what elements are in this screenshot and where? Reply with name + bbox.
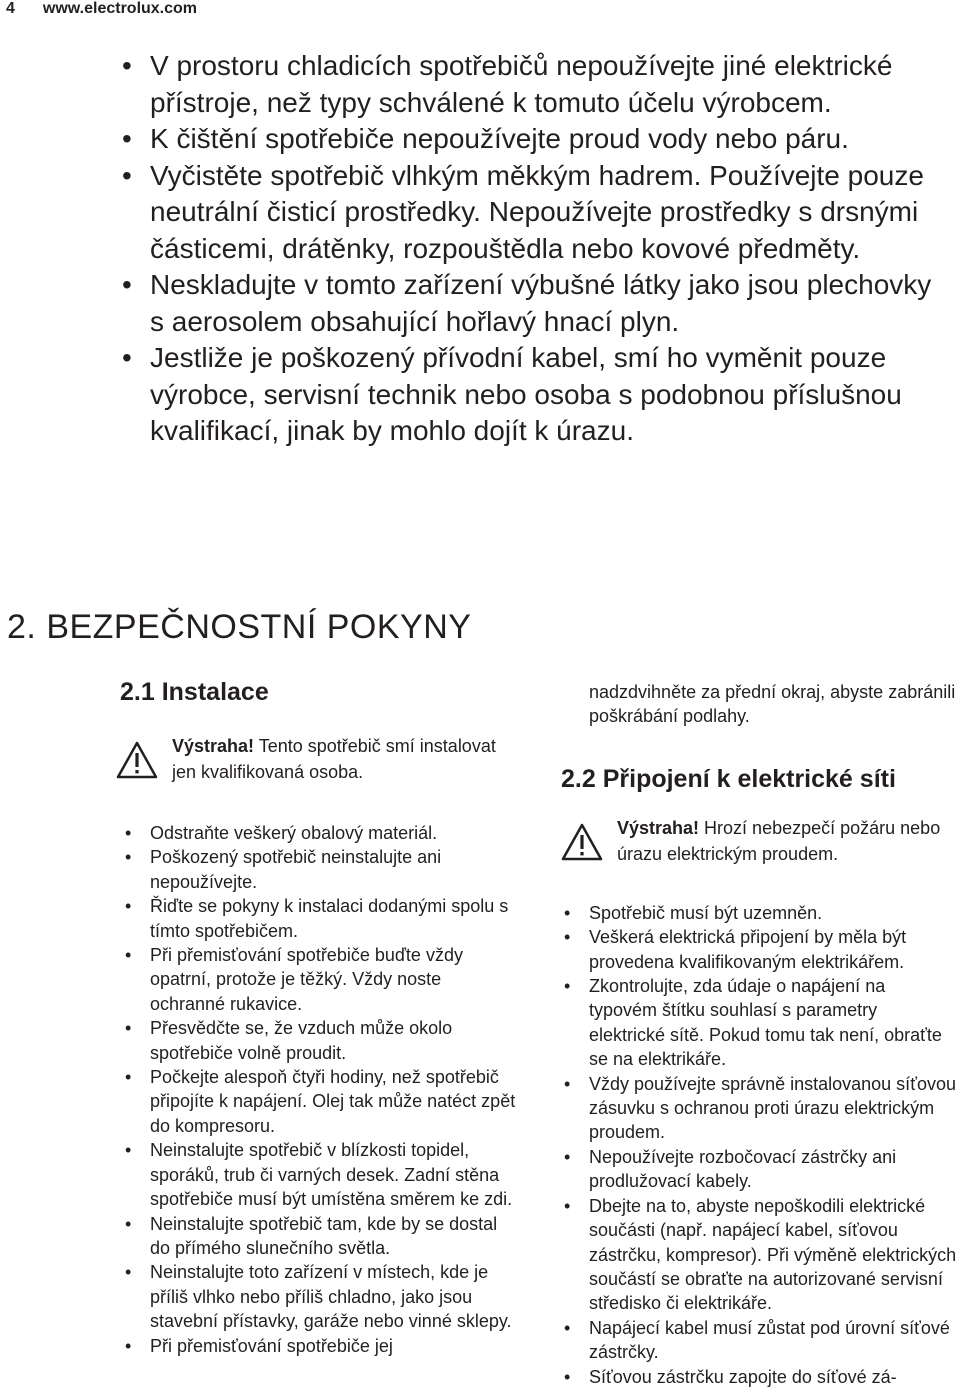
list-item: • Vyčistěte spotřebič vlhkým měkkým hadrem. Používejte pouze neutrální čisticí prostředky. Nepoužívejte prostředky s drsnými částicemi, drátěnky, rozpouštědla nebo kovové předměty. <box>150 158 950 268</box>
intro-list <box>150 48 950 450</box>
list-item: • Poškozený spotřebič neinstalujte ani nepoužívejte. <box>150 845 520 894</box>
list-item: • Přesvědčte se, že vzduch může okolo spotřebiče volně proudit. <box>150 1016 520 1065</box>
site-url: www.electrolux.com <box>42 0 198 17</box>
warning-icon <box>116 741 158 779</box>
list-item: • Síťovou zástrčku zapojte do síťové zá- <box>589 1365 957 1389</box>
list-item: • Neskladujte v tomto zařízení výbušné látky jako jsou plechovky s aerosolem obsahující hořlavý hnací plyn. <box>150 267 950 340</box>
section-title: BEZPEČNOSTNÍ POKYNY <box>46 608 472 646</box>
list-item: • Při přemisťování spotřebiče buďte vždy opatrní, protože je těžký. Vždy noste ochranné rukavice. <box>150 943 520 1016</box>
electrical-warning <box>561 815 957 867</box>
warning-label: Výstraha! <box>172 736 255 756</box>
page-header <box>6 0 197 18</box>
list-item: • Veškerá elektrická připojení by měla být provedena kvalifikovaným elektrikářem. <box>589 925 957 974</box>
list-item: • Řiďte se pokyny k instalaci dodanými spolu s tímto spotřebičem. <box>150 894 520 943</box>
section-number: 2. <box>7 608 37 646</box>
page-number: 4 <box>6 0 15 17</box>
list-item: • Neinstalujte spotřebič v blízkosti topidel, sporáků, trub či varných desek. Zadní stěna spotřebiče musí být umístěna směrem ke zdi. <box>150 1138 520 1211</box>
installation-list <box>150 821 520 1358</box>
list-item: • Počkejte alespoň čtyři hodiny, než spotřebič připojíte k napájení. Olej tak může natéct zpět do kompresoru. <box>150 1065 520 1138</box>
electrical-heading <box>561 763 957 795</box>
left-column <box>120 676 520 1358</box>
installation-heading <box>120 676 520 708</box>
list-item: • Neinstalujte toto zařízení v místech, kde je příliš vlhko nebo příliš chladno, jako jsou stavební přístavky, garáže nebo vinné sklepy. <box>150 1260 520 1333</box>
installation-title: Instalace <box>161 678 269 706</box>
installation-warning <box>116 733 520 785</box>
electrical-title: Připojení k elektrické síti <box>602 764 896 793</box>
list-item: • V prostoru chladicích spotřebičů nepoužívejte jiné elektrické přístroje, než typy schválené k tomuto účelu výrobcem. <box>150 48 950 121</box>
list-item: • Nepoužívejte rozbočovací zástrčky ani prodlužovací kabely. <box>589 1145 957 1194</box>
list-item: • Vždy používejte správně instalovanou síťovou zásuvku s ochranou proti úrazu elektrickým proudem. <box>589 1072 957 1145</box>
list-item: • Napájecí kabel musí zůstat pod úrovní síťové zástrčky. <box>589 1316 957 1365</box>
electrical-number: 2.2 <box>561 764 596 793</box>
list-item: • Dbejte na to, abyste nepoškodili elektrické součásti (např. napájecí kabel, síťovou zástrčku, kompresor). Při výměně elektrických součástí se obraťte na autorizované servisní středisko či elektrikáře. <box>589 1194 957 1316</box>
warning-text: Tento spotřebič smí instalovat jen kvalifikovaná osoba. <box>172 736 496 782</box>
list-item: • Neinstalujte spotřebič tam, kde by se dostal do přímého slunečního světla. <box>150 1212 520 1261</box>
electrical-list <box>589 901 957 1389</box>
installation-number: 2.1 <box>120 678 155 706</box>
list-item: • Při přemisťování spotřebiče jej <box>150 1334 520 1358</box>
list-item: • Odstraňte veškerý obalový materiál. <box>150 821 520 845</box>
right-column <box>561 680 957 1389</box>
continued-text: nadzdvihněte za přední okraj, abyste zabránili poškrábání podlahy. <box>589 682 956 727</box>
list-item: • Zkontrolujte, zda údaje o napájení na typovém štítku souhlasí s parametry elektrické sítě. Pokud tomu tak není, obraťte se na elektrikáře. <box>589 974 957 1072</box>
list-item: • K čištění spotřebiče nepoužívejte proud vody nebo páru. <box>150 121 950 158</box>
list-item: • Spotřebič musí být uzemněn. <box>589 901 957 925</box>
warning-label: Výstraha! <box>617 817 700 838</box>
warning-icon <box>561 823 603 861</box>
section-heading <box>7 607 471 647</box>
list-item: • Jestliže je poškozený přívodní kabel, smí ho vyměnit pouze výrobce, servisní technik nebo osoba s podobnou příslušnou kvalifikací, jinak by mohlo dojít k úrazu. <box>150 340 950 450</box>
warning-text: Hrozí nebezpečí požáru nebo úrazu elektrickým proudem. <box>617 817 941 864</box>
